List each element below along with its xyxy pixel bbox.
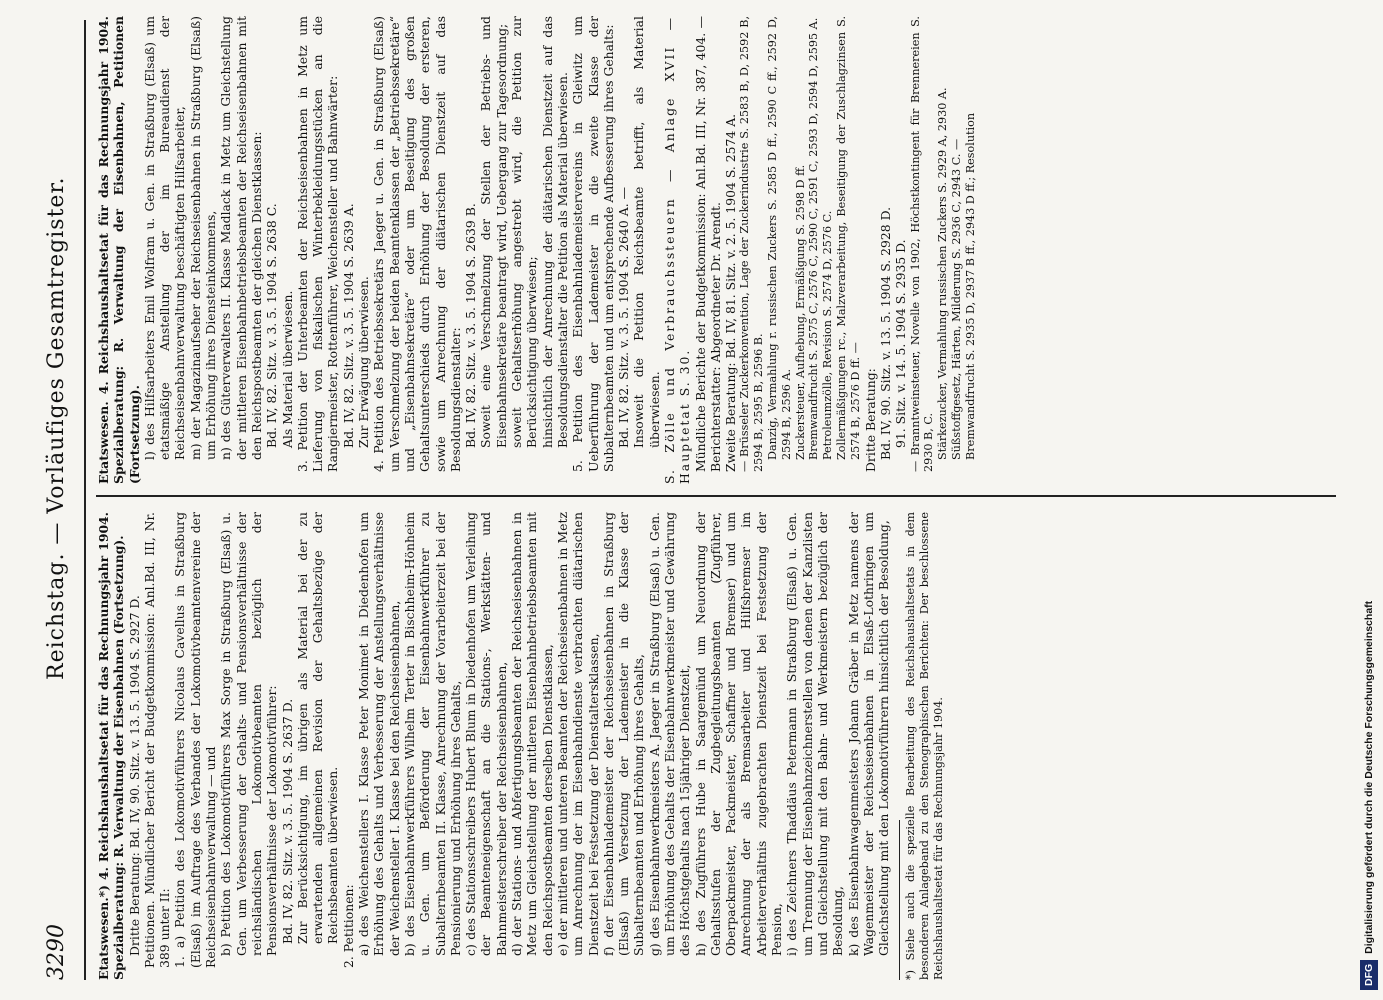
text-line: Als Material überwiesen. [279,290,295,448]
text-line: Zuckersteuer, Aufhebung, Ermäßigung S. 2598 D ff. [793,164,807,460]
text-line: 1. a) Petition des Lokomotivführers Nicolaus Cavellus in Straßburg (Elsaß) im Auftrage des Verbandes der Lokomotivbeamtenvereine der Reichseisenbahnverwaltung — und [172,512,219,968]
list-item: h) des Zugführers Hube in Saargemünd um Neuordnung der Gehaltsstufen der Zugbegleitungsbeamten (Zugführer, Oberpackmeister, Packmeister, Schaffner und Bremser) und um Anrechnung der als Bremsarbeiter und Hilfsbremser im Arbeiterverhältnis zugebrachten Dienstzeit bei Festsetzung der Pension, [692,512,785,956]
text-line: b) Petition des Lokomotivführers Max Sorge in Straßburg (Elsaß) u. Gen. um Verbesserung der Gehalts- und Pensionsverhältnisse der reichsländischen Lokomotivbeamten bezüglich der Pensionsverhältnisse der Lokomotivführer: [218,512,280,956]
page-header [38,20,78,980]
text-line: Zur Erwägung überwiesen. [356,276,372,448]
text-line: Mündliche Berichte der Budgetkommission: Anl.Bd. III, Nr. 387, 404. — Berichterstatter: Abgeordneter Dr. Arendt. [692,16,723,472]
list-item: g) des Eisenbahnwerkmeisters A. Jaeger in Straßburg (Elsaß) u. Gen. um Erhöhung des Gehalts der Eisenbahnwerkmeister und Gewährung des Höchstgehalts nach 15jähriger Dienstzeit, [646,512,693,956]
list-item: a) des Weichenstellers I. Klasse Peter Monimet in Diedenhofen um Erhöhung des Gehalts und Verbesserung der Anstellungsverhältnisse der Weichensteller I. Klasse bei den Reichseisenbahnen, [356,512,402,956]
text-line: Soweit eine Verschmelzung der Stellen der Betriebs- und Eisenbahnsekretäre beantragt wird, Uebergang zur Tagesordnung; [478,16,509,448]
footnote: *) Siehe auch die spezielle Bearbeitung des Reichshaushaltsetats in dem besonderen Anlageband zu den Stenographischen Berichten: Der beschlossene Reichshaushaltsetat für das Rechnungsjahr 1904. [904,512,946,980]
text-line: Bremwandfrucht S. 2935 D, 2937 B ff., 2943 D ff.; Resolution [963,112,977,460]
left-column [96,512,946,980]
text-line: 2. Petitionen: [340,884,356,968]
list-item: 3. Petition der Unterbeamten der Reichseisenbahnen in Metz um Lieferung von fiskalischen Winterbekleidungsstücken an die Rangiermeister, Rottenführer, Weichensteller und Bahnwärter: [294,16,341,472]
list-item: f) der Eisenbahnlademeister der Reichseisenbahnen in Straßburg (Elsaß) um Versetzung der Lademeister in die Klasse der Subalternbeamten und Erhöhung ihres Gehalts, [600,512,647,956]
text-line: Stärkezucker, Vermahlung russischen Zuckers S. 2929 A, 2930 A. [936,87,950,460]
list-item: b) des Eisenbahnwerkführers Wilhelm Terter in Bischheim-Hönheim u. Gen. um Beförderung der Eisenbahnwerkführer zu Subalternbeamten II. Klasse, Anrechnung der Vorarbeiterzeit bei der Pensionierung und Erhöhung ihres Gehalts, [401,512,463,956]
sidebar-notice [1357,10,1381,990]
text-line: Süßstoffgesetz, Härten, Milderung S. 2936 C, 2943 C. — [949,138,963,460]
list-item: c) des Stationsschreibers Hubert Blum in Diedenhofen um Verleihung der Beamteneigenschaft an die Stations-, Werkstätten- und Bahnmeisterschreiber der Reichseisenbahnen, [463,512,509,956]
list-item: i) des Zeichners Thaddäus Petermann in Straßburg (Elsaß) u. Gen. um Trennung der Eisenbahnzeichnerstellen von denen der Kanzlisten und Gleichstellung mit den Bahn- und Werkmeistern bezüglich der Besoldung, [784,512,846,956]
text-line: Petitionen. Mündlicher Bericht der Budgetkommission: Anl.Bd. III, Nr. 389 unter II: [141,512,173,968]
text-line: hinsichtlich der Anrechnung der diätarischen Dienstzeit auf das Besoldungsdienstalter die Petition als Material überwiesen. [539,16,570,448]
right-column [96,16,978,484]
text-line: 91. Sitz. v. 14. 5. 1904 S. 2935 D. [893,239,909,448]
list-item: d) der Stations- und Abfertigungsbeamten der Reichseisenbahnen in Metz um Gleichstellung der mittleren Eisenbahnbetriebsbeamten mit den Reichspostbeamten derselben Dienstklassen, [509,512,555,956]
right-heading: Etatswesen. 4. Reichshaushaltsetat für das Rechnungsjahr 1904. Spezialberatung: R. Verwaltung der Eisenbahnen, Petitionen (Fortsetzung). [96,16,142,484]
list-item: k) des Eisenbahnwagenmeisters Johann Gräber in Metz namens der Wagenmeister der Reichseisenbahnen in Elsaß-Lothringen um Gleichstellung mit den Lokomotivführern hinsichtlich der Besoldung, [845,512,892,956]
section-heading: S. Zölle und Verbrauchssteuern — Anlage XVII — Hauptetat S. 30. [661,16,693,484]
list-item: n) des Güterverwalters II. Klasse Madlack in Metz um Gleichstellung der mittleren Eisenbahnbetriebsbeamten der Reichseisenbahnen mit den Reichspostbeamten der gleichen Dienstklassen: [218,16,264,460]
text-line: — Branntweinsteuer, Novelle von 1902, Höchstkontingent für Brennereien S. 2930 B, C. [908,16,936,472]
text-line: — Brüsseler Zuckerkonvention, Lage der Zuckerindustrie S. 2583 B, D, 2592 B, 2594 B, 2595 B, 2596 B. [738,16,766,472]
text-line: Dritte Beratung: Bd. IV, 90. Sitz. v. 13. 5. 1904 S. 2927 D. [126,595,142,956]
dfg-logo: DFG [1360,960,1378,990]
running-title: Reichstag. — Vorläufiges Gesamtregister. [44,176,69,680]
sidebar-notice-text [1357,10,1381,990]
text-line: Bd. IV, 90. Sitz. v. 13. 5. 1904 S. 2928 D. [877,206,893,460]
column-separator [96,495,1336,497]
text-line: soweit Gehaltserhöhung angestrebt wird, die Petition zur Berücksichtigung überwiesen; [509,16,540,448]
list-item: l) des Hilfsarbeiters Emil Wolfram u. Gen. in Straßburg (Elsaß) um etatsmäßige Anstellung der im Bureaudienst der Reichseisenbahnverwaltung beschäftigten Hilfsarbeiter, [141,16,188,460]
list-item: e) der mittleren und unteren Beamten der Reichseisenbahnen in Metz um Anrechnung der im Eisenbahndienste verbrachten diätarischen Dienstzeit bei Festsetzung der Dienstaltersklassen, [554,512,601,956]
text-line: Zweite Beratung: Bd. IV, 81. Sitz. v. 2. 5. 1904 S. 2574 A. [723,113,739,472]
header-rule [84,20,86,980]
page-number: 3290 [44,924,69,980]
text-line: Bremwandfrucht S. 2575 C, 2576 C, 2590 C, 2591 C, 2593 D, 2594 D, 2595 A. [807,17,821,460]
footnote-rule [899,820,900,980]
list-item: m) der Magazinaufseher der Reichseisenbahnen in Straßburg (Elsaß) um Erhöhung ihres Diensteinkommens, [187,16,219,460]
left-heading: Etatswesen.*) 4. Reichshaushaltsetat für das Rechnungsjahr 1904. Spezialberatung: R. Verwaltung der Eisenbahnen (Fortsetzung). [96,512,127,980]
list-item: 5. Petition des Eisenbahnlademeistervereins in Gleiwitz um Ueberführung der Lademeister in die zweite Klasse der Subalternbeamten und um entsprechende Aufbesserung ihres Gehalts: [570,16,616,472]
text-line: Bd. IV, 82. Sitz. v. 3. 5. 1904 S. 2637 D. [279,698,295,944]
list-item: 4. Petition des Betriebssekretärs Jaeger u. Gen. in Straßburg (Elsaß) um Verschmelzung der beiden Beamtenklassen der „Betriebssekretäre“ und „Eisenbahnsekretäre“ oder um Beseitigung des großen Gehaltsunterschieds durch Erhöhung der Besoldung der ersteren, sowie um Anrechnung der diätarischen Dienstzeit auf das Besoldungsdienstalter: [371,16,463,472]
text-line: Petroleumzölle, Revision S. 2574 D, 2576 C. [821,210,835,460]
text-line: Zollermäßigungen rc., Malzverarbeitung, Beseitigung der Zuschlagzinsen S. 2574 B, 2576 D ff. — [835,16,862,460]
text-line: Dritte Beratung: [862,368,878,472]
text-line: Insoweit die Petition Reichsbeamte betrifft, als Material überwiesen. [631,16,662,448]
text-line: Danzig, Vermahlung r. russischen Zuckers S. 2585 D ff., 2590 C ff., 2592 D, 2594 B, 2596 A. [766,16,793,460]
text-line: Bd. IV, 82. Sitz. v. 3. 5. 1904 S. 2638 C. [264,203,280,448]
text-line: Bd. IV, 82. Sitz. v. 3. 5. 1904 S. 2639 A. [340,203,356,448]
text-line: Zur Berücksichtigung, im übrigen als Material bei der zu erwartenden allgemeinen Revision der Gehaltsbezüge der Reichsbeamten überwiesen. [294,512,341,944]
text-line: Bd. IV, 82. Sitz. v. 3. 5. 1904 S. 2640 A. — [616,187,632,448]
funding-notice: Digitalisierung gefördert durch die Deutsche Forschungsgemeinschaft [1363,600,1375,954]
text-line: Bd. IV, 82. Sitz. v. 3. 5. 1904 S. 2639 B. [463,203,479,448]
